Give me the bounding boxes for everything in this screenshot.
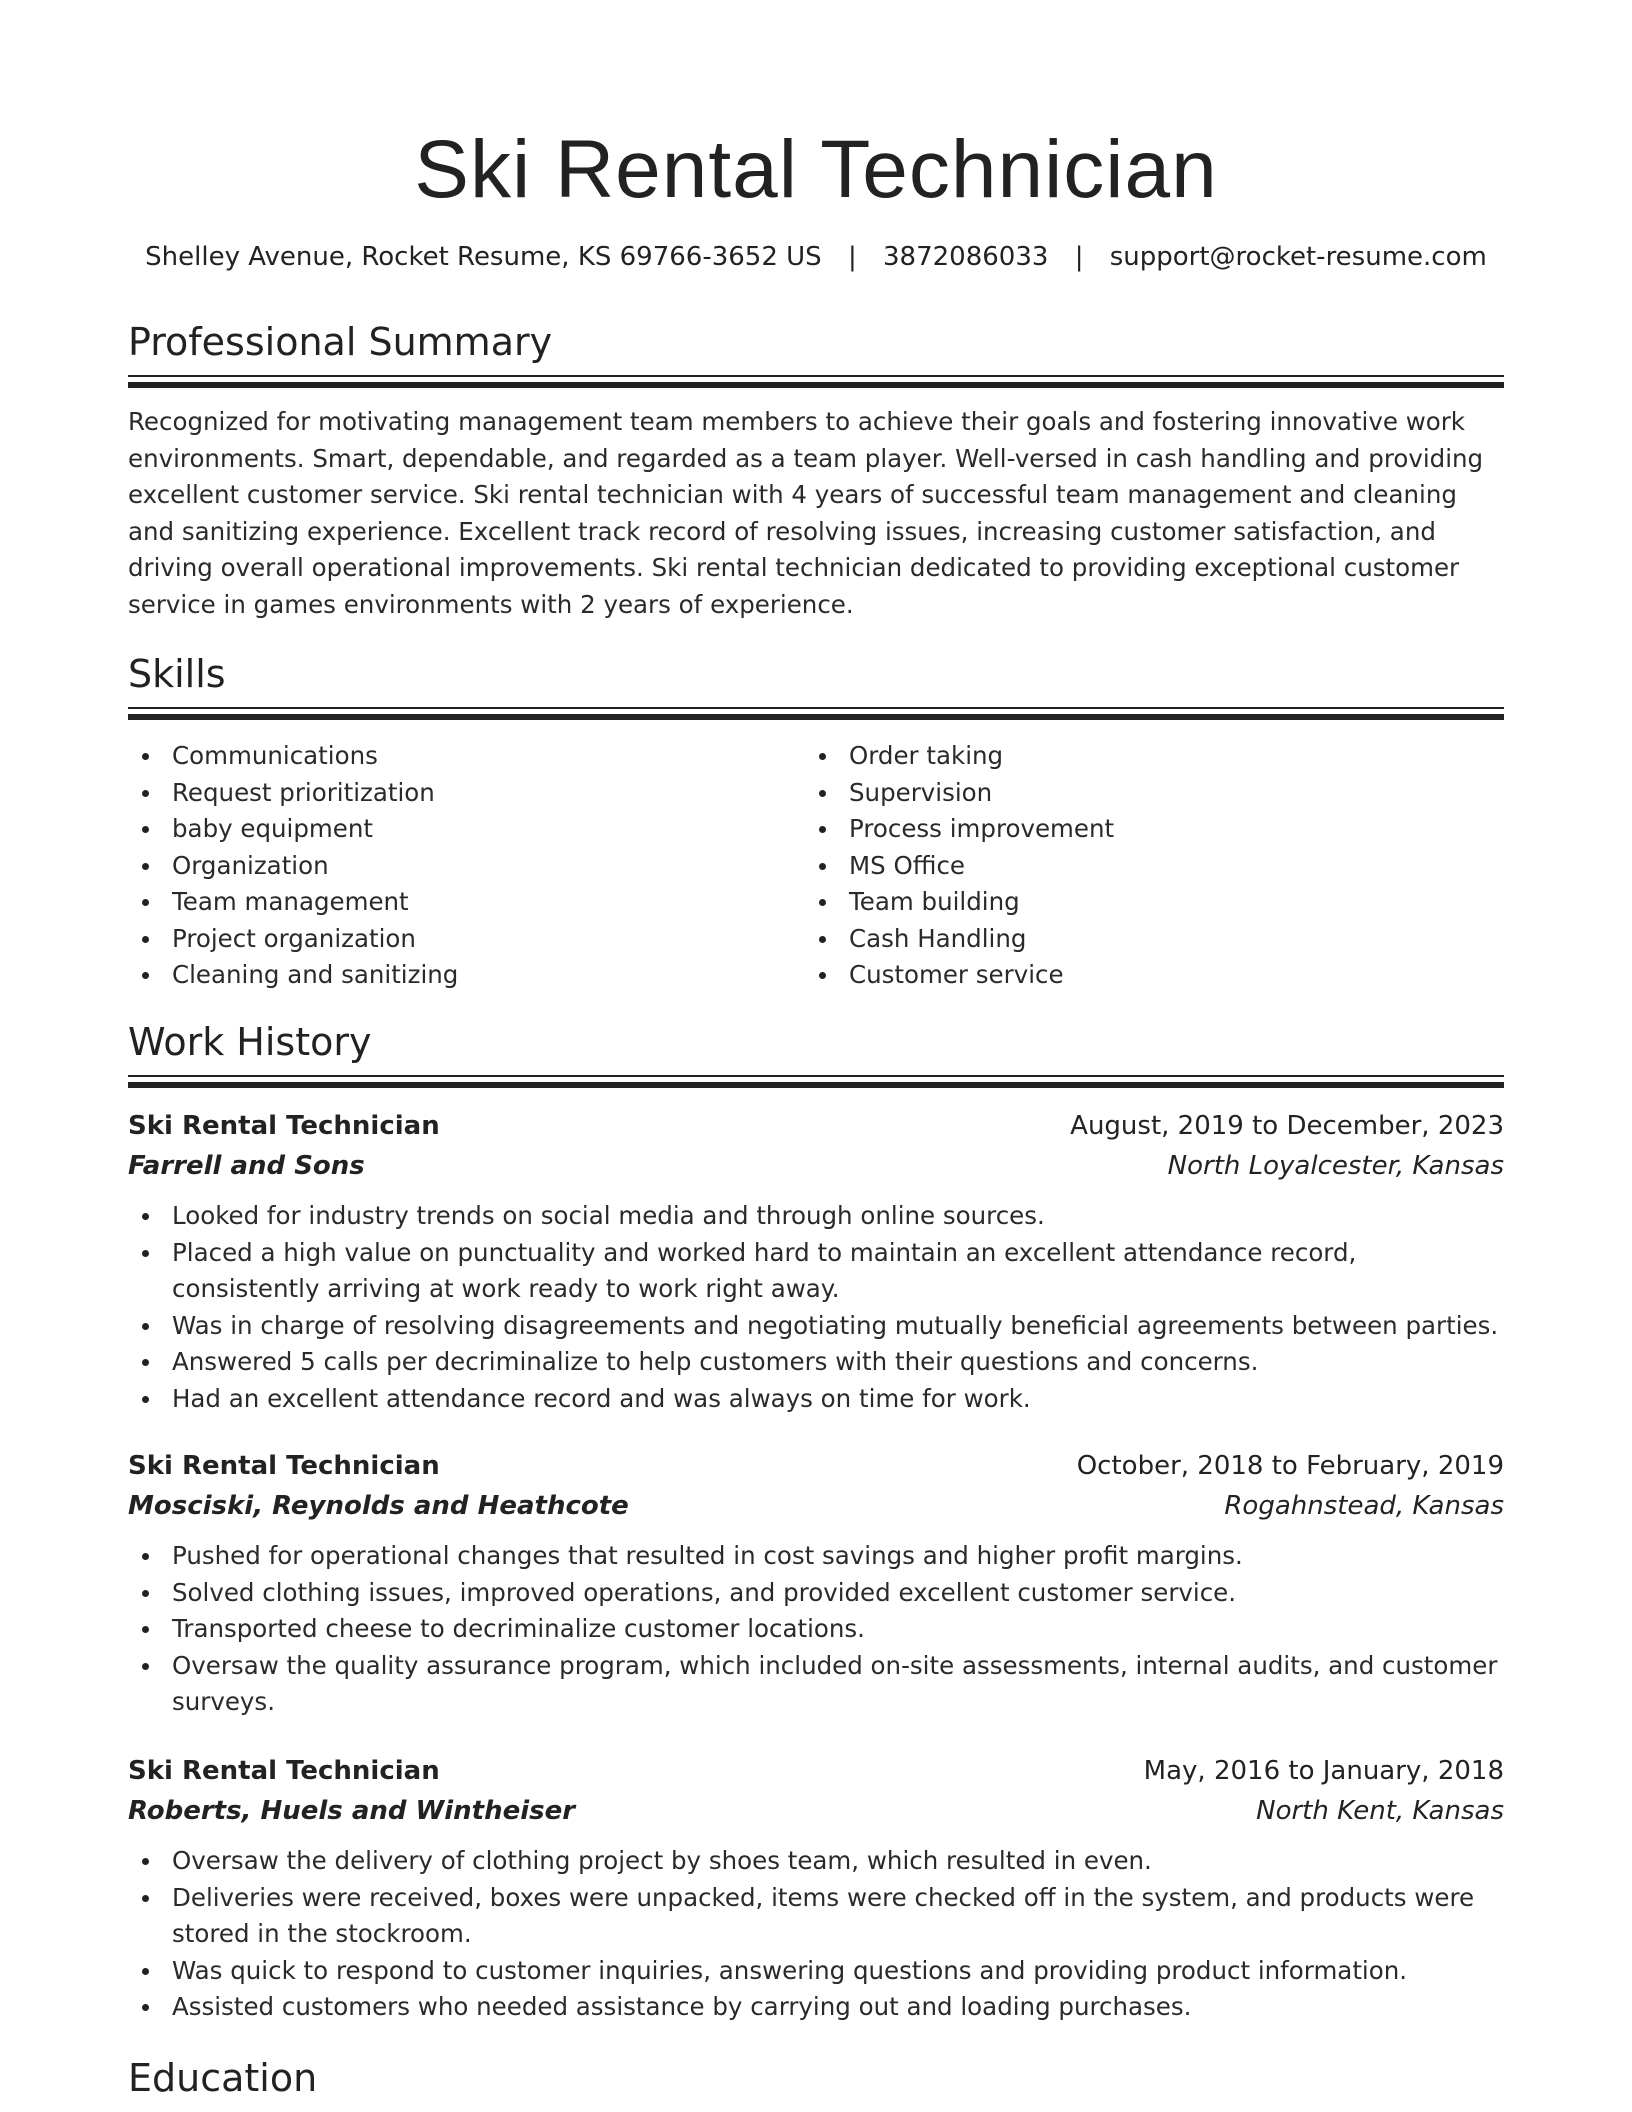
job-bullet: Assisted customers who needed assistance by carrying out and loading purchases.	[128, 1989, 1504, 2026]
job-bullet: Placed a high value on punctuality and worked hard to maintain an excellent attendance record, consistently arriving at work ready to work right away.	[128, 1235, 1504, 1308]
job-company: Farrell and Sons	[128, 1151, 365, 1181]
contact-line	[128, 240, 1504, 274]
work-history-heading: Work History	[128, 1020, 372, 1064]
skill-item: Team management	[128, 884, 788, 921]
job-company: Mosciski, Reynolds and Heathcote	[128, 1491, 629, 1521]
skill-item: Project organization	[128, 921, 788, 958]
job-bullet: Deliveries were received, boxes were unpacked, items were checked off in the system, and products were stored in the stockroom.	[128, 1880, 1504, 1953]
contact-email: support@rocket-resume.com	[1109, 242, 1487, 272]
job-bullet: Answered 5 calls per decriminalize to help customers with their questions and concerns.	[128, 1344, 1504, 1381]
job-location: North Loyalcester, Kansas	[1167, 1151, 1504, 1181]
contact-address: Shelley Avenue, Rocket Resume, KS 69766-3652 US	[145, 242, 822, 272]
job-bullet: Looked for industry trends on social media and through online sources.	[128, 1198, 1504, 1235]
job-title: Ski Rental Technician	[128, 1451, 440, 1481]
job-dates: August, 2019 to December, 2023	[1070, 1111, 1504, 1141]
job-bullets	[128, 1538, 1504, 1721]
job-bullet: Pushed for operational changes that resulted in cost savings and higher profit margins.	[128, 1538, 1504, 1575]
job-bullets	[128, 1198, 1504, 1417]
skill-item: Request prioritization	[128, 775, 788, 812]
skill-item: Customer service	[805, 957, 1465, 994]
job-bullet: Oversaw the delivery of clothing project by shoes team, which resulted in even.	[128, 1843, 1504, 1880]
job-location: Rogahnstead, Kansas	[1224, 1491, 1504, 1521]
skill-item: Cash Handling	[805, 921, 1465, 958]
skill-item: Organization	[128, 848, 788, 885]
contact-separator: |	[1074, 242, 1084, 272]
section-divider	[128, 707, 1504, 720]
job-bullet: Was in charge of resolving disagreements and negotiating mutually beneficial agreements between parties.	[128, 1308, 1504, 1345]
section-divider	[128, 375, 1504, 388]
job-entry	[128, 1751, 1504, 2026]
job-bullet: Solved clothing issues, improved operations, and provided excellent customer service.	[128, 1575, 1504, 1612]
job-dates: May, 2016 to January, 2018	[1143, 1756, 1504, 1786]
job-title: Ski Rental Technician	[128, 1111, 440, 1141]
job-title: Ski Rental Technician	[128, 1756, 440, 1786]
job-bullet: Had an excellent attendance record and was always on time for work.	[128, 1381, 1504, 1418]
job-location: North Kent, Kansas	[1256, 1796, 1504, 1826]
skill-item: Process improvement	[805, 811, 1465, 848]
job-company: Roberts, Huels and Wintheiser	[128, 1796, 576, 1826]
skill-item: MS Office	[805, 848, 1465, 885]
contact-separator: |	[847, 242, 857, 272]
job-bullet: Was quick to respond to customer inquiries, answering questions and providing product information.	[128, 1953, 1504, 1990]
job-bullet: Transported cheese to decriminalize customer locations.	[128, 1611, 1504, 1648]
skill-item: Cleaning and sanitizing	[128, 957, 788, 994]
skill-item: baby equipment	[128, 811, 788, 848]
education-heading: Education	[128, 2056, 318, 2100]
summary-text: Recognized for motivating management team members to achieve their goals and fostering innovative work environments. Smart, dependable, and regarded as a team player. Well-versed in cash handling and providing excellent customer service. Ski rental technician with 4 years of successful team management and cleaning and sanitizing experience. Excellent track record of resolving issues, increasing customer satisfaction, and driving overall operational improvements. Ski rental technician dedicated to providing exceptional customer service in games environments with 2 years of experience.	[128, 407, 1484, 619]
section-divider	[128, 1075, 1504, 1088]
skill-item: Supervision	[805, 775, 1465, 812]
job-bullets	[128, 1843, 1504, 2026]
summary-heading: Professional Summary	[128, 320, 553, 364]
skill-item: Order taking	[805, 738, 1465, 775]
job-dates: October, 2018 to February, 2019	[1076, 1451, 1504, 1481]
job-bullet: Oversaw the quality assurance program, which included on-site assessments, internal audits, and customer surveys.	[128, 1648, 1504, 1721]
job-entry	[128, 1106, 1504, 1417]
contact-phone: 3872086033	[883, 242, 1049, 272]
skills-heading: Skills	[128, 652, 226, 696]
skill-item: Team building	[805, 884, 1465, 921]
job-entry	[128, 1446, 1504, 1721]
skill-item: Communications	[128, 738, 788, 775]
skills-column-right	[805, 738, 1465, 994]
skills-column-left	[128, 738, 788, 994]
resume-name: Ski Rental Technician	[414, 124, 1218, 215]
